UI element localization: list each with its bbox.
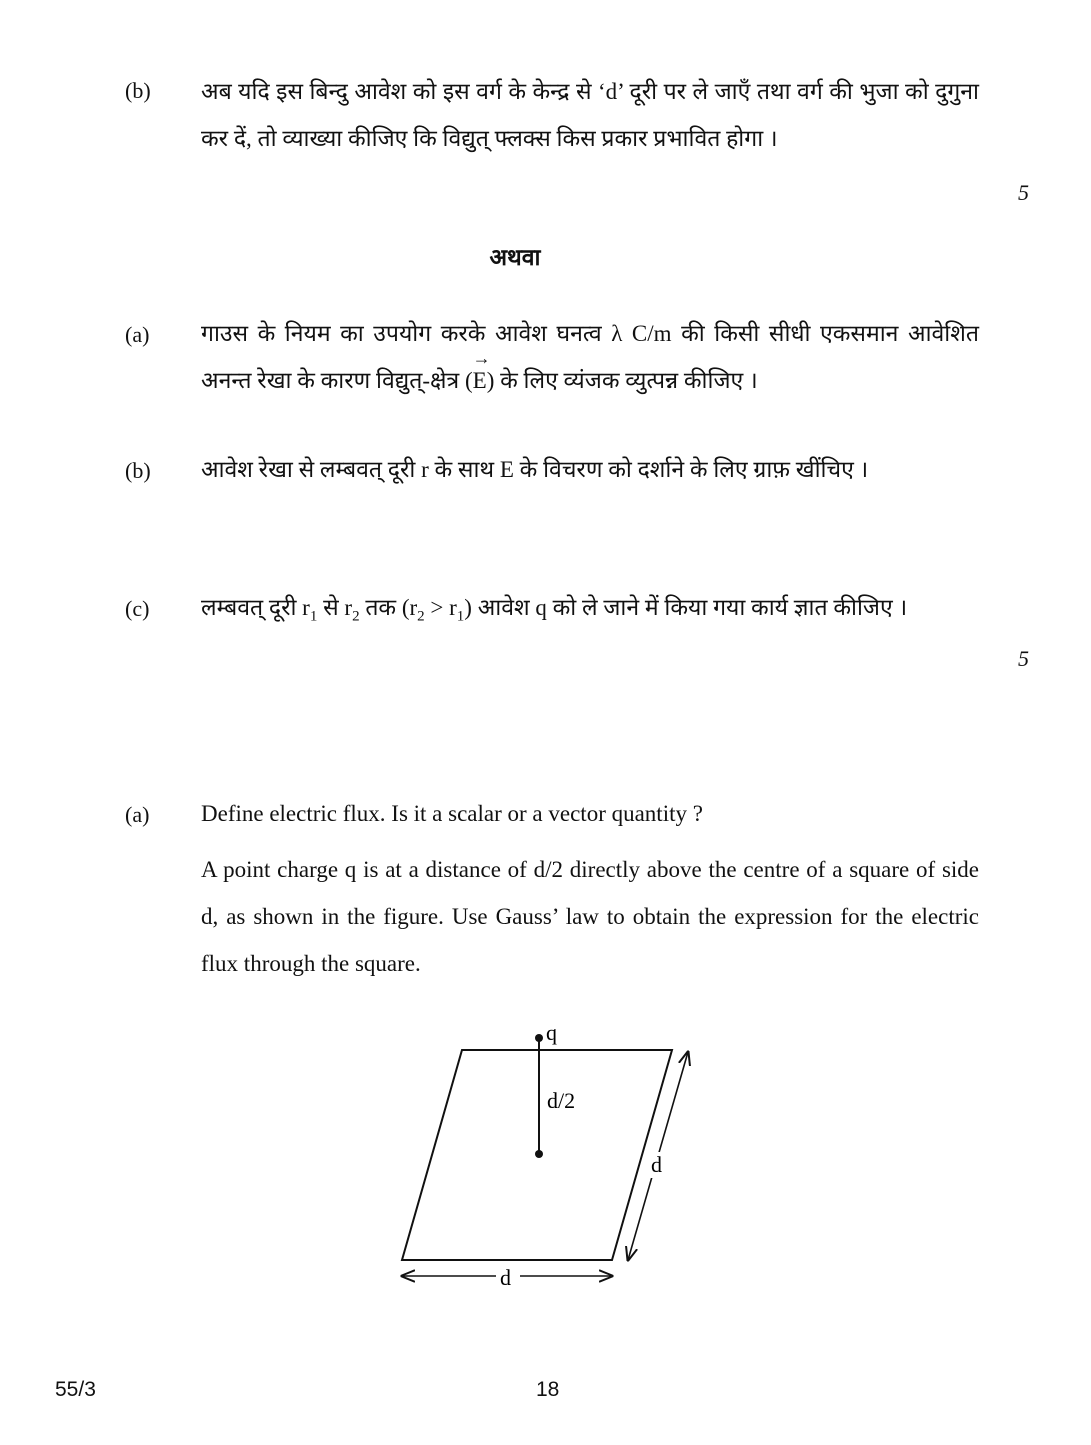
alt-c-sub4: 1 [456,608,465,625]
right-side-label: d [651,1152,662,1177]
part-b-marks: 5 [1018,180,1029,205]
alt-a-label: (a) [125,322,150,347]
or-heading: अथवा [489,245,541,270]
vector-e-symbol: E [472,368,487,393]
alt-a-text-part2: ) के लिए व्यंजक व्युत्पन्न कीजिए । [486,368,758,393]
english-part-a-label: (a) [125,802,150,827]
page-number: 18 [536,1378,560,1401]
alt-b-label: (b) [125,458,151,483]
alt-c-text [201,584,979,641]
height-label: d/2 [547,1088,576,1113]
alt-a-text-part1: गाउस के नियम का उपयोग करके आवेश घनत्व λ C/m की किसी सीधी एकसमान आवेशित अनन्त रेखा के कारण विद्युत्-क्षेत्र ( [201,321,979,393]
center-point [535,1150,543,1158]
english-part-a-question: Define electric flux. Is it a scalar or a vector quantity ? [201,801,703,826]
alt-c-sub3: 2 [417,608,425,625]
alt-c-sub2: 2 [352,608,360,625]
alt-c-t2: से r [317,595,353,620]
vector-e [472,348,491,404]
part-b-text: अब यदि इस बिन्दु आवेश को इस वर्ग के केन्द्र से ‘d’ दूरी पर ले जाएँ तथा वर्ग की भुजा को दुगुना कर दें, तो व्याख्या कीजिए कि विद्युत् फ्लक्स किस प्रकार प्रभावित होगा । [201,79,979,151]
english-part-a-paragraph: A point charge q is at a distance of d/2 directly above the centre of a square of side d, as shown in the figure. Use Gauss’ law to obtain the expression for the electric flux through the square. [201,857,979,976]
bottom-side-label: d [500,1265,511,1290]
alt-c-sub1: 1 [309,608,318,625]
charge-label: q [546,1020,557,1045]
alt-c-label: (c) [125,596,150,621]
alt-c-t5: ) आवेश q को ले जाने में किया गया कार्य ज्ञात कीजिए । [464,595,908,620]
part-b-label: (b) [125,78,151,103]
square-charge-figure [380,1010,710,1310]
alt-c-t3: तक (r [359,595,418,620]
vector-arrow-icon: → [472,348,491,368]
charge-point [535,1034,543,1042]
alt-b-text: आवेश रेखा से लम्बवत् दूरी r के साथ E के विचरण को दर्शाने के लिए ग्राफ़ खींचिए । [201,457,869,482]
alt-c-marks: 5 [1018,646,1029,671]
alt-a-text [201,310,979,404]
paper-code: 55/3 [55,1378,96,1401]
alt-c-t1: लम्बवत् दूरी r [201,595,310,620]
alt-c-t4: > r [424,595,457,620]
